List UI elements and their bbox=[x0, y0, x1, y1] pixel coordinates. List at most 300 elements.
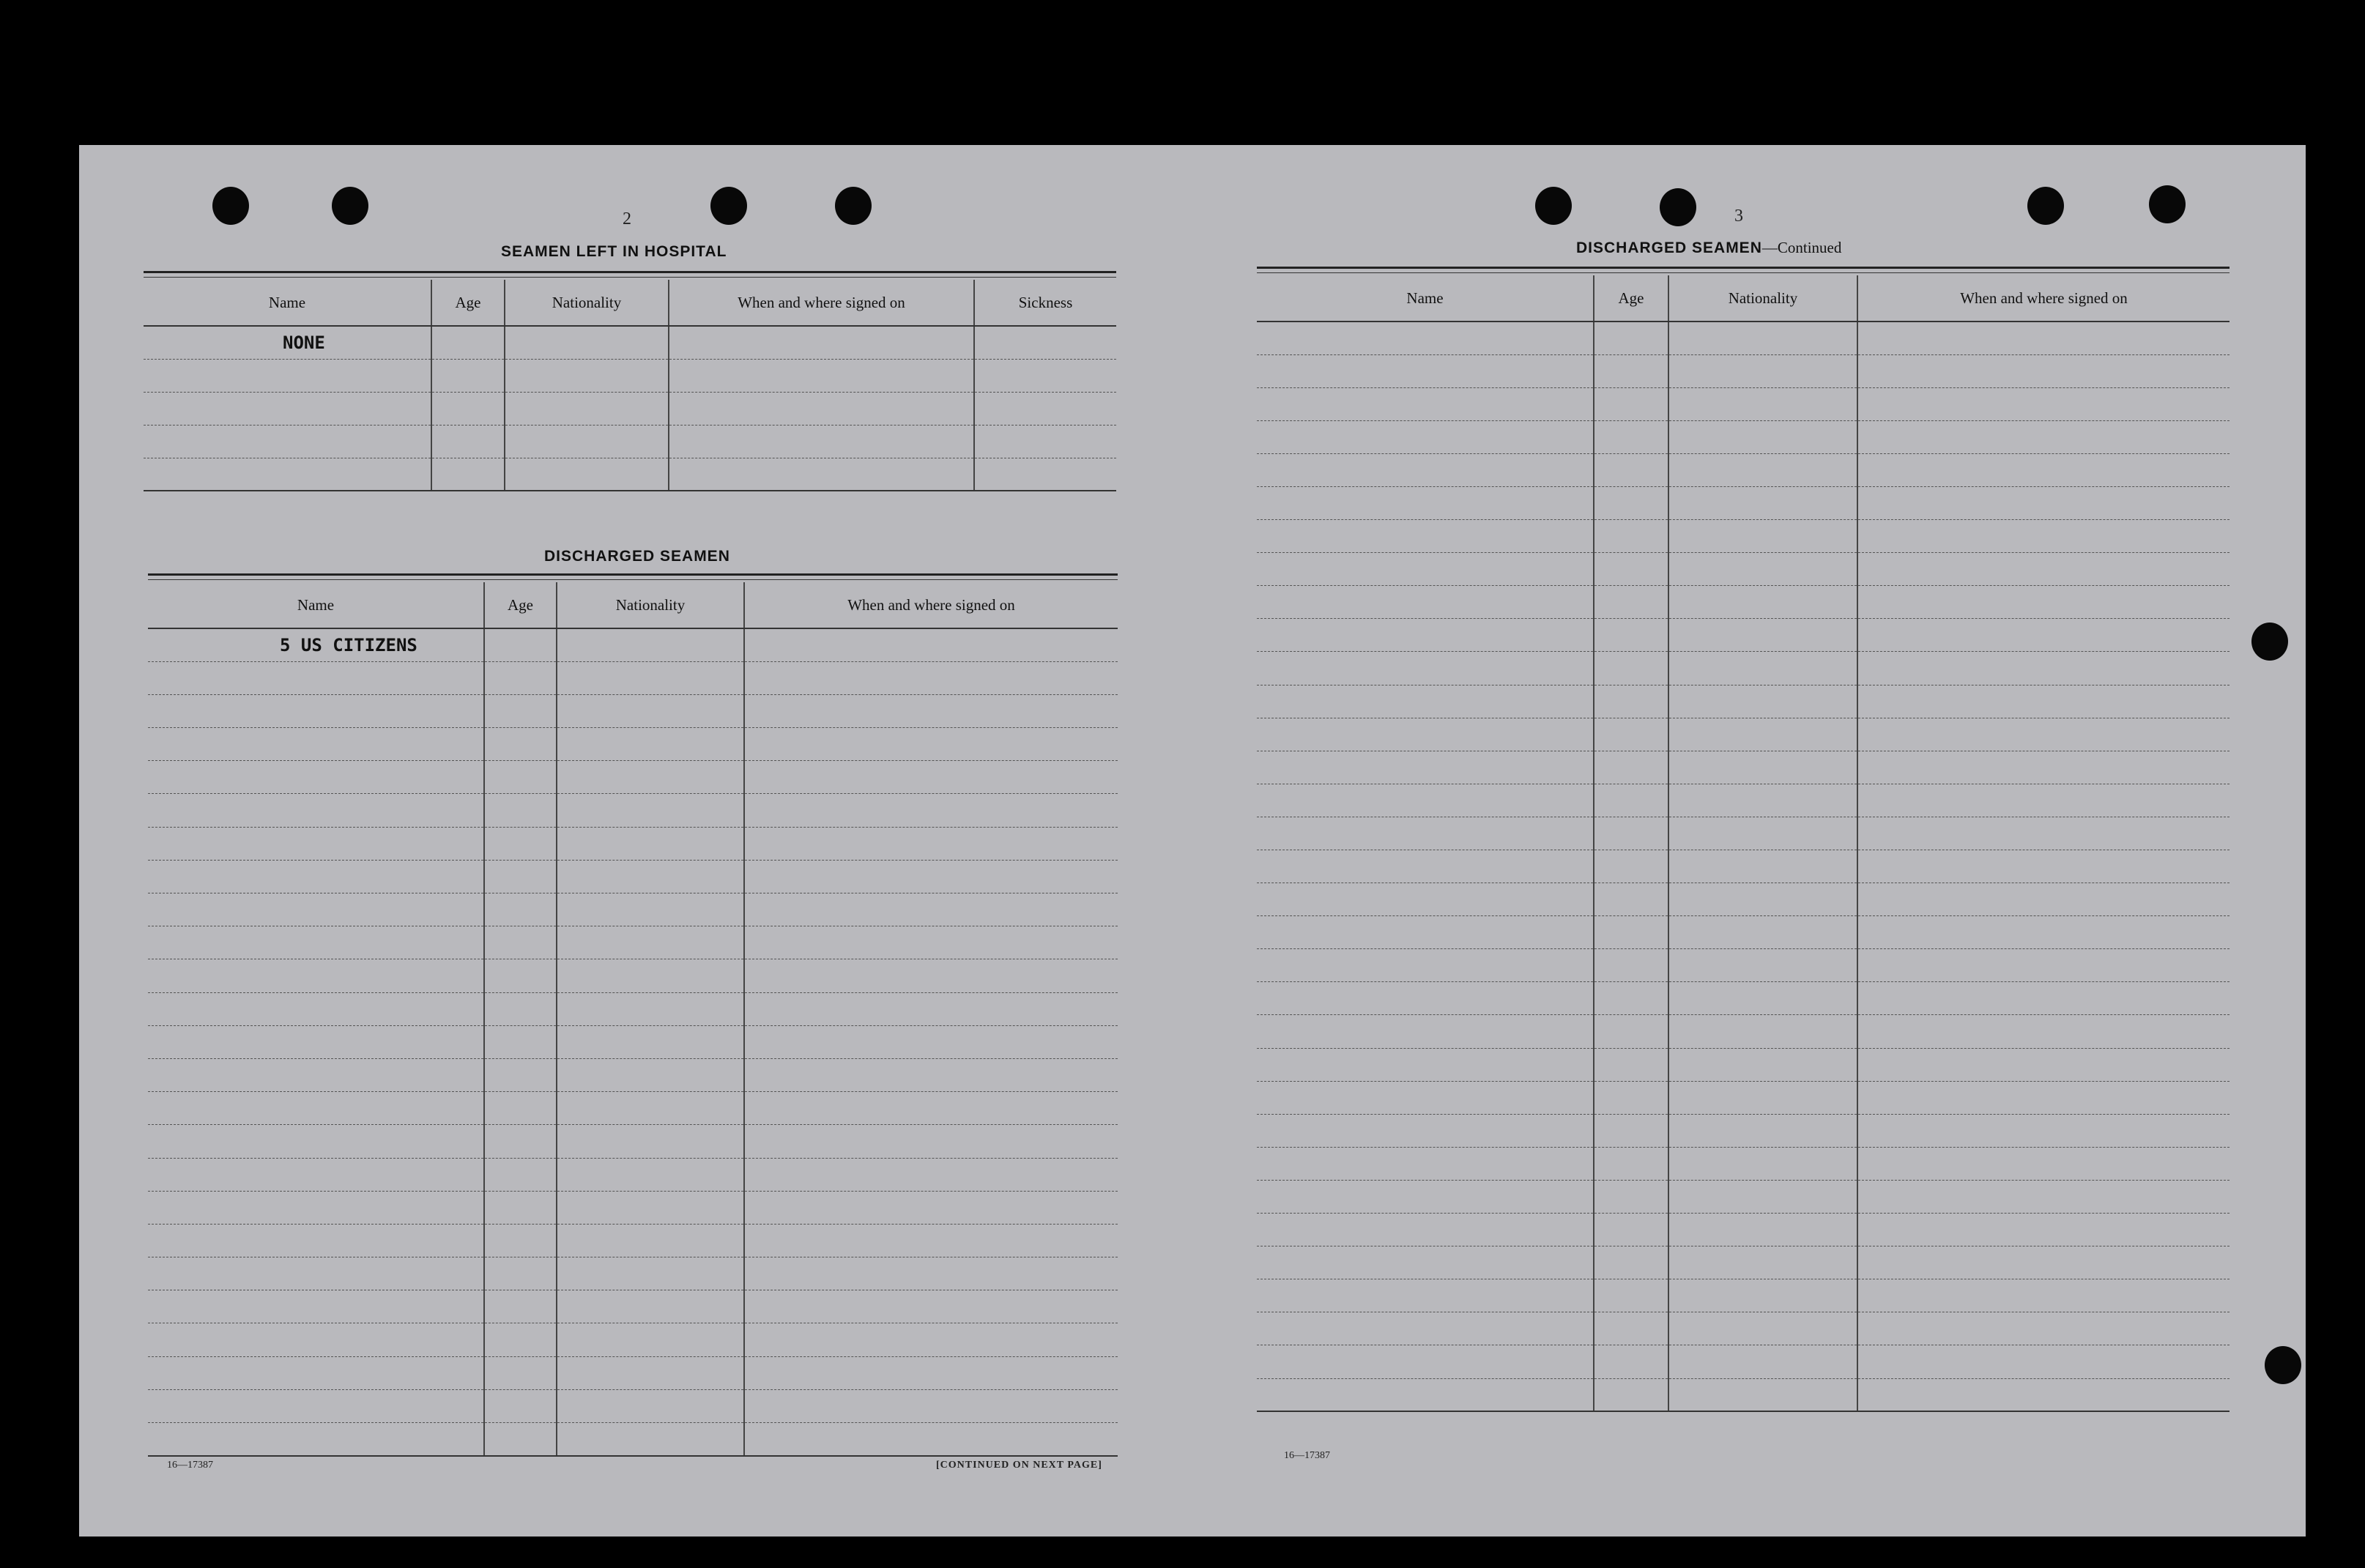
table-cell bbox=[148, 661, 484, 694]
punch-hole bbox=[2149, 185, 2186, 223]
table-cell bbox=[1668, 982, 1857, 1015]
column-header-when-and-where-signed-on: When and where signed on bbox=[1857, 275, 2230, 322]
table-cell bbox=[1668, 751, 1857, 784]
table-cell bbox=[484, 893, 557, 926]
table-cell bbox=[744, 661, 1118, 694]
table-cell bbox=[484, 1158, 557, 1191]
table-cell bbox=[148, 992, 484, 1025]
table-cell bbox=[1257, 387, 1594, 420]
table-cell bbox=[148, 860, 484, 893]
table-cell bbox=[744, 728, 1118, 761]
table-cell bbox=[557, 926, 744, 959]
punch-hole bbox=[212, 187, 249, 225]
table-cell bbox=[744, 628, 1118, 661]
table-cell bbox=[148, 728, 484, 761]
table-cell bbox=[744, 1356, 1118, 1389]
table-cell bbox=[1594, 619, 1668, 652]
column-header-age: Age bbox=[1594, 275, 1668, 322]
table-cell bbox=[505, 425, 669, 458]
table-row bbox=[144, 359, 1116, 392]
table-cell bbox=[1857, 1345, 2230, 1378]
table-row bbox=[148, 1025, 1118, 1058]
table-row bbox=[148, 1423, 1118, 1456]
table-row bbox=[1257, 883, 2230, 916]
table-cell bbox=[1857, 850, 2230, 883]
table-cell bbox=[484, 1025, 557, 1058]
table-cell bbox=[557, 1257, 744, 1290]
table-cell bbox=[1594, 322, 1668, 354]
table-cell bbox=[1668, 1048, 1857, 1081]
table-cell bbox=[744, 1158, 1118, 1191]
table-cell bbox=[744, 794, 1118, 827]
table-row bbox=[148, 761, 1118, 794]
table-cell bbox=[148, 1224, 484, 1257]
table-cell bbox=[1257, 1312, 1594, 1345]
table-cell bbox=[557, 1356, 744, 1389]
table-row bbox=[144, 392, 1116, 425]
column-header-nationality: Nationality bbox=[1668, 275, 1857, 322]
table-row bbox=[1257, 1214, 2230, 1246]
table-cell bbox=[1668, 1214, 1857, 1246]
table-cell bbox=[557, 1191, 744, 1224]
table-row bbox=[148, 1257, 1118, 1290]
page-number-left: 2 bbox=[623, 209, 631, 228]
column-header-nationality: Nationality bbox=[557, 582, 744, 628]
table-row bbox=[1257, 586, 2230, 619]
table-cell bbox=[557, 1224, 744, 1257]
table-row bbox=[1257, 949, 2230, 982]
table-cell bbox=[148, 794, 484, 827]
table-row bbox=[1257, 1015, 2230, 1048]
table-cell bbox=[1257, 652, 1594, 685]
continued-section-title-main: DISCHARGED SEAMEN bbox=[1576, 239, 1762, 256]
table-cell bbox=[484, 728, 557, 761]
table-cell bbox=[1594, 784, 1668, 817]
table-cell bbox=[148, 1025, 484, 1058]
table-cell bbox=[557, 728, 744, 761]
table-cell bbox=[148, 1125, 484, 1158]
table-cell bbox=[974, 392, 1116, 425]
column-header-name: Name bbox=[1257, 275, 1594, 322]
table-row bbox=[1257, 982, 2230, 1015]
table-cell bbox=[1257, 586, 1594, 619]
table-cell bbox=[1668, 949, 1857, 982]
table-cell bbox=[484, 761, 557, 794]
table-cell bbox=[1668, 520, 1857, 553]
table-cell bbox=[144, 392, 431, 425]
table-cell bbox=[484, 1323, 557, 1356]
table-cell bbox=[1857, 1180, 2230, 1213]
table-cell bbox=[484, 926, 557, 959]
table-cell bbox=[1594, 520, 1668, 553]
table-cell bbox=[557, 794, 744, 827]
table-cell: 5 US CITIZENS bbox=[148, 628, 484, 661]
table-cell bbox=[744, 1224, 1118, 1257]
table-cell bbox=[1594, 850, 1668, 883]
table-cell bbox=[484, 1224, 557, 1257]
table-cell bbox=[1668, 486, 1857, 519]
table-row bbox=[1257, 420, 2230, 453]
table-cell bbox=[974, 359, 1116, 392]
table-cell bbox=[744, 694, 1118, 727]
table-cell bbox=[669, 425, 974, 458]
table-cell bbox=[484, 1356, 557, 1389]
table-cell bbox=[1857, 619, 2230, 652]
table-row bbox=[148, 1224, 1118, 1257]
table-cell bbox=[557, 1423, 744, 1456]
table-cell bbox=[744, 761, 1118, 794]
table-cell bbox=[484, 628, 557, 661]
table-cell bbox=[484, 1389, 557, 1422]
table-cell bbox=[1594, 553, 1668, 586]
table-cell bbox=[1857, 520, 2230, 553]
table-cell bbox=[1668, 718, 1857, 751]
continued-note: [CONTINUED ON NEXT PAGE] bbox=[936, 1460, 1102, 1471]
table-cell bbox=[1668, 1180, 1857, 1213]
table-row bbox=[1257, 916, 2230, 949]
table-cell bbox=[974, 425, 1116, 458]
table-cell bbox=[1594, 1081, 1668, 1114]
table-cell bbox=[148, 1257, 484, 1290]
table-row bbox=[1257, 520, 2230, 553]
table-row bbox=[1257, 322, 2230, 354]
table-cell bbox=[431, 458, 505, 491]
table-cell bbox=[1668, 387, 1857, 420]
table-cell bbox=[1594, 685, 1668, 718]
table-cell bbox=[484, 694, 557, 727]
table-cell bbox=[1668, 1246, 1857, 1279]
table-cell bbox=[148, 761, 484, 794]
table-cell bbox=[1257, 520, 1594, 553]
table-cell bbox=[144, 425, 431, 458]
table-cell bbox=[144, 458, 431, 491]
table-row bbox=[1257, 1279, 2230, 1312]
table-cell bbox=[1857, 982, 2230, 1015]
discharged-section-title: DISCHARGED SEAMEN bbox=[544, 548, 730, 565]
table-cell bbox=[557, 860, 744, 893]
table-row bbox=[1257, 1312, 2230, 1345]
table-row bbox=[148, 661, 1118, 694]
table-cell bbox=[1257, 486, 1594, 519]
table-cell bbox=[1594, 1312, 1668, 1345]
table-cell bbox=[148, 959, 484, 992]
table-cell bbox=[148, 827, 484, 860]
table-cell bbox=[1668, 685, 1857, 718]
table-cell bbox=[1668, 817, 1857, 850]
table-row bbox=[1257, 619, 2230, 652]
continued-section-title-suffix: —Continued bbox=[1761, 239, 1842, 256]
table-cell bbox=[557, 827, 744, 860]
table-cell bbox=[1857, 1147, 2230, 1180]
table-cell bbox=[1594, 1345, 1668, 1378]
column-header-name: Name bbox=[144, 280, 431, 326]
table-row bbox=[1257, 1246, 2230, 1279]
table-row bbox=[148, 926, 1118, 959]
table-row bbox=[1257, 850, 2230, 883]
table-cell bbox=[1668, 322, 1857, 354]
table-cell bbox=[557, 1158, 744, 1191]
table-cell bbox=[484, 992, 557, 1025]
table-row bbox=[1257, 1378, 2230, 1411]
table-row bbox=[148, 1356, 1118, 1389]
punch-hole bbox=[1660, 188, 1696, 226]
form-code-left: 16—17387 bbox=[167, 1460, 213, 1471]
table-row bbox=[1257, 486, 2230, 519]
table-cell bbox=[744, 926, 1118, 959]
table-cell bbox=[484, 959, 557, 992]
page-number-right: 3 bbox=[1734, 207, 1743, 226]
table-cell bbox=[1857, 652, 2230, 685]
table-row bbox=[144, 458, 1116, 491]
table-cell bbox=[744, 1092, 1118, 1125]
table-cell bbox=[1857, 453, 2230, 486]
table-cell bbox=[148, 1323, 484, 1356]
hospital-top-rule bbox=[144, 271, 1116, 273]
table-cell bbox=[1594, 420, 1668, 453]
table-cell bbox=[1857, 1081, 2230, 1114]
table-cell bbox=[1257, 1345, 1594, 1378]
table-row bbox=[148, 1389, 1118, 1422]
table-row bbox=[148, 694, 1118, 727]
table-row bbox=[1257, 1114, 2230, 1147]
table-cell bbox=[1594, 949, 1668, 982]
hospital-table bbox=[144, 280, 1116, 491]
table-cell bbox=[148, 1191, 484, 1224]
table-cell bbox=[1668, 883, 1857, 916]
table-cell bbox=[1257, 751, 1594, 784]
table-cell bbox=[557, 992, 744, 1025]
table-cell bbox=[1857, 553, 2230, 586]
table-cell bbox=[1257, 784, 1594, 817]
table-cell bbox=[1257, 685, 1594, 718]
table-cell bbox=[1257, 553, 1594, 586]
table-cell bbox=[505, 458, 669, 491]
table-cell bbox=[1257, 1214, 1594, 1246]
table-cell bbox=[1857, 322, 2230, 354]
table-row bbox=[148, 1125, 1118, 1158]
table-row bbox=[144, 326, 1116, 359]
column-header-name: Name bbox=[148, 582, 484, 628]
table-row bbox=[148, 893, 1118, 926]
table-row bbox=[1257, 1345, 2230, 1378]
punch-hole bbox=[1535, 187, 1572, 225]
table-cell bbox=[1857, 751, 2230, 784]
table-cell bbox=[1594, 1015, 1668, 1048]
table-cell bbox=[744, 1257, 1118, 1290]
table-cell bbox=[505, 326, 669, 359]
table-cell bbox=[1257, 916, 1594, 949]
table-row bbox=[148, 1323, 1118, 1356]
table-cell bbox=[1594, 1279, 1668, 1312]
table-row bbox=[1257, 1048, 2230, 1081]
table-cell bbox=[1257, 453, 1594, 486]
table-cell bbox=[484, 794, 557, 827]
punch-hole bbox=[2251, 623, 2288, 661]
table-cell bbox=[1668, 354, 1857, 387]
table-cell bbox=[557, 1092, 744, 1125]
table-cell bbox=[484, 1290, 557, 1323]
table-cell bbox=[1257, 420, 1594, 453]
table-row bbox=[1257, 354, 2230, 387]
table-cell bbox=[484, 1191, 557, 1224]
table-cell bbox=[505, 392, 669, 425]
table-cell bbox=[1668, 1345, 1857, 1378]
discharged-table bbox=[148, 582, 1118, 1457]
table-row bbox=[1257, 453, 2230, 486]
table-cell bbox=[484, 860, 557, 893]
table-row bbox=[1257, 553, 2230, 586]
continued-section-title bbox=[1576, 239, 1841, 257]
table-row bbox=[1257, 751, 2230, 784]
table-cell bbox=[1857, 685, 2230, 718]
table-cell bbox=[148, 926, 484, 959]
table-cell bbox=[1257, 1048, 1594, 1081]
table-cell bbox=[505, 359, 669, 392]
table-cell bbox=[1668, 553, 1857, 586]
table-cell bbox=[1594, 916, 1668, 949]
table-cell bbox=[431, 392, 505, 425]
table-cell bbox=[1668, 619, 1857, 652]
table-cell bbox=[744, 1323, 1118, 1356]
table-cell bbox=[148, 694, 484, 727]
table-cell bbox=[1257, 982, 1594, 1015]
table-cell bbox=[1257, 1180, 1594, 1213]
continued-top-rule-thin bbox=[1257, 272, 2230, 273]
table-cell bbox=[1857, 1015, 2230, 1048]
table-cell bbox=[148, 1092, 484, 1125]
table-cell bbox=[1594, 982, 1668, 1015]
table-cell bbox=[1594, 1147, 1668, 1180]
table-row bbox=[148, 1290, 1118, 1323]
table-cell bbox=[1857, 420, 2230, 453]
table-row bbox=[148, 1058, 1118, 1091]
table-cell bbox=[744, 1025, 1118, 1058]
punch-hole bbox=[2265, 1346, 2301, 1384]
column-header-when-and-where-signed-on: When and where signed on bbox=[669, 280, 974, 326]
table-cell bbox=[557, 893, 744, 926]
table-cell bbox=[1594, 453, 1668, 486]
table-cell bbox=[144, 359, 431, 392]
table-cell bbox=[1594, 652, 1668, 685]
table-cell bbox=[1668, 1081, 1857, 1114]
table-cell bbox=[1257, 1279, 1594, 1312]
table-row bbox=[1257, 718, 2230, 751]
table-cell bbox=[1257, 718, 1594, 751]
table-cell bbox=[1257, 850, 1594, 883]
table-cell bbox=[1857, 1214, 2230, 1246]
table-cell bbox=[669, 326, 974, 359]
table-row bbox=[148, 827, 1118, 860]
table-cell bbox=[148, 1158, 484, 1191]
table-cell bbox=[1594, 1246, 1668, 1279]
table-row bbox=[148, 959, 1118, 992]
table-row bbox=[1257, 817, 2230, 850]
table-cell bbox=[1857, 354, 2230, 387]
table-cell bbox=[1257, 1378, 1594, 1411]
punch-hole bbox=[332, 187, 368, 225]
table-cell bbox=[744, 1058, 1118, 1091]
table-cell bbox=[1594, 1214, 1668, 1246]
table-cell bbox=[557, 1389, 744, 1422]
table-cell bbox=[557, 661, 744, 694]
table-cell bbox=[1668, 916, 1857, 949]
table-cell bbox=[1857, 1048, 2230, 1081]
table-row bbox=[1257, 1180, 2230, 1213]
column-header-sickness: Sickness bbox=[974, 280, 1116, 326]
table-cell bbox=[1668, 1312, 1857, 1345]
table-cell bbox=[148, 1290, 484, 1323]
table-cell bbox=[1257, 949, 1594, 982]
table-cell bbox=[1668, 1378, 1857, 1411]
table-cell bbox=[1668, 420, 1857, 453]
punch-hole bbox=[835, 187, 872, 225]
document-sheet bbox=[79, 145, 2306, 1537]
table-cell bbox=[974, 326, 1116, 359]
table-cell bbox=[1594, 387, 1668, 420]
continued-table bbox=[1257, 275, 2230, 1412]
table-cell bbox=[557, 694, 744, 727]
continued-top-rule bbox=[1257, 267, 2230, 269]
table-row bbox=[1257, 1081, 2230, 1114]
table-cell bbox=[1668, 784, 1857, 817]
table-cell bbox=[1594, 1378, 1668, 1411]
table-cell bbox=[1257, 619, 1594, 652]
column-header-nationality: Nationality bbox=[505, 280, 669, 326]
table-cell bbox=[1857, 586, 2230, 619]
table-row bbox=[1257, 652, 2230, 685]
table-row bbox=[148, 1191, 1118, 1224]
table-cell bbox=[484, 1092, 557, 1125]
form-code-right: 16—17387 bbox=[1284, 1450, 1330, 1461]
table-cell bbox=[484, 827, 557, 860]
table-cell bbox=[484, 1058, 557, 1091]
hospital-top-rule-thin bbox=[144, 277, 1116, 278]
table-cell bbox=[744, 1423, 1118, 1456]
table-row bbox=[148, 628, 1118, 661]
table-cell bbox=[1594, 1048, 1668, 1081]
table-cell bbox=[744, 1191, 1118, 1224]
table-cell bbox=[744, 1389, 1118, 1422]
table-cell bbox=[1668, 1147, 1857, 1180]
table-row bbox=[1257, 1147, 2230, 1180]
table-cell bbox=[1857, 1246, 2230, 1279]
table-cell bbox=[557, 628, 744, 661]
table-cell bbox=[484, 1257, 557, 1290]
table-cell bbox=[1257, 817, 1594, 850]
table-cell bbox=[744, 893, 1118, 926]
table-cell bbox=[744, 1125, 1118, 1158]
table-cell bbox=[1857, 1312, 2230, 1345]
table-cell bbox=[1857, 817, 2230, 850]
table-cell bbox=[431, 425, 505, 458]
table-cell bbox=[1857, 1378, 2230, 1411]
table-cell bbox=[1594, 817, 1668, 850]
table-cell bbox=[1857, 883, 2230, 916]
table-cell bbox=[1594, 1114, 1668, 1147]
table-cell bbox=[1668, 652, 1857, 685]
table-cell bbox=[484, 1423, 557, 1456]
table-cell bbox=[1857, 387, 2230, 420]
table-cell bbox=[557, 1125, 744, 1158]
table-cell bbox=[148, 1356, 484, 1389]
table-cell bbox=[557, 1025, 744, 1058]
table-cell bbox=[669, 458, 974, 491]
table-cell bbox=[1257, 1114, 1594, 1147]
table-cell bbox=[1594, 1180, 1668, 1213]
table-cell bbox=[669, 392, 974, 425]
punch-hole bbox=[2027, 187, 2064, 225]
table-cell bbox=[1668, 1279, 1857, 1312]
